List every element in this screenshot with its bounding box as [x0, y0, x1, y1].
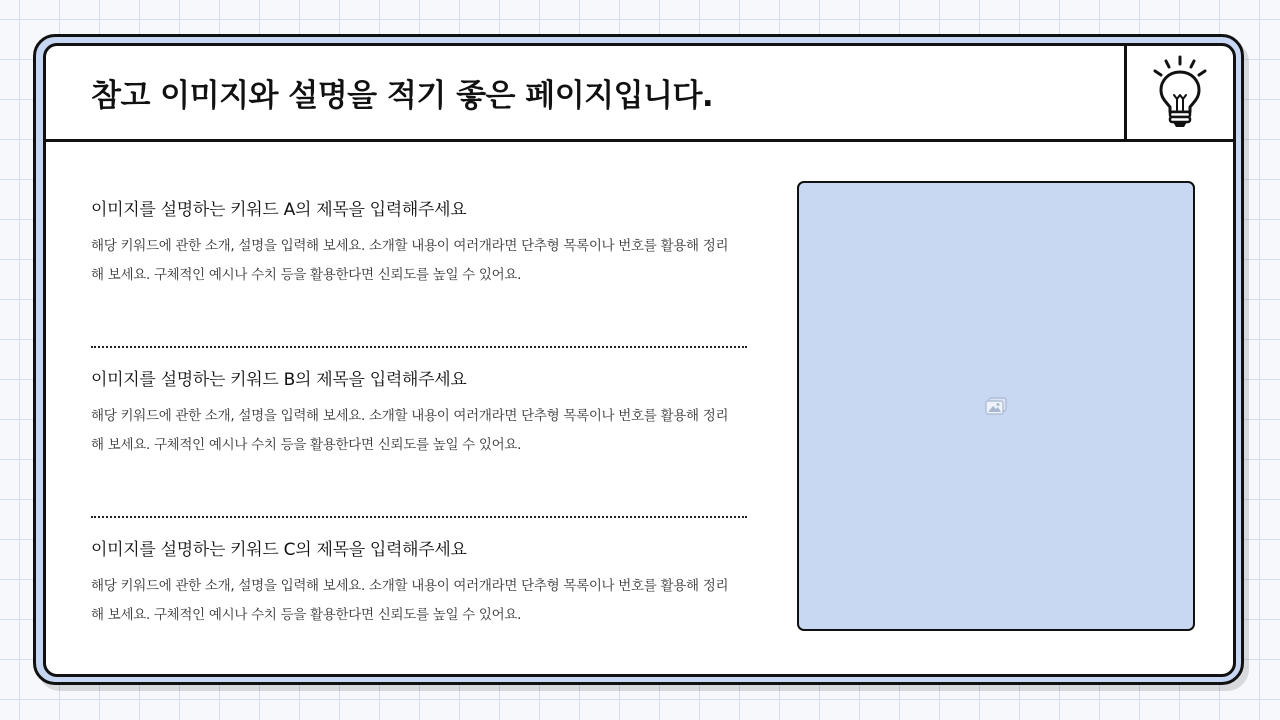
keyword-section-c — [91, 518, 751, 677]
section-title: 이미지를 설명하는 키워드 B의 제목을 입력해주세요 — [91, 370, 467, 390]
section-description: 해당 키워드에 관한 소개, 설명을 입력해 보세요. 소개할 내용이 여러개라면 단추형 목록이나 번호를 활용해 정리해 보세요. 구체적인 예시나 수치 등을 활용한다면 신뢰도를 높일 수 있어요. — [91, 578, 729, 623]
image-placeholder[interactable] — [797, 181, 1195, 631]
section-title: 이미지를 설명하는 키워드 C의 제목을 입력해주세요 — [91, 540, 467, 560]
page-title: 참고 이미지와 설명을 적기 좋은 페이지입니다. — [91, 78, 714, 114]
keyword-section-a — [91, 178, 751, 348]
image-icon — [985, 397, 1007, 415]
section-title: 이미지를 설명하는 키워드 A의 제목을 입력해주세요 — [91, 200, 467, 220]
slide-card — [43, 43, 1236, 677]
lightbulb-icon — [1149, 55, 1211, 131]
section-description: 해당 키워드에 관한 소개, 설명을 입력해 보세요. 소개할 내용이 여러개라면 단추형 목록이나 번호를 활용해 정리해 보세요. 구체적인 예시나 수치 등을 활용한다면 신뢰도를 높일 수 있어요. — [91, 238, 729, 283]
header-icon-box — [1124, 46, 1233, 139]
slide-header — [46, 46, 1233, 142]
keyword-section-b — [91, 348, 751, 518]
section-description: 해당 키워드에 관한 소개, 설명을 입력해 보세요. 소개할 내용이 여러개라면 단추형 목록이나 번호를 활용해 정리해 보세요. 구체적인 예시나 수치 등을 활용한다면 신뢰도를 높일 수 있어요. — [91, 408, 729, 453]
keyword-sections — [91, 178, 751, 677]
